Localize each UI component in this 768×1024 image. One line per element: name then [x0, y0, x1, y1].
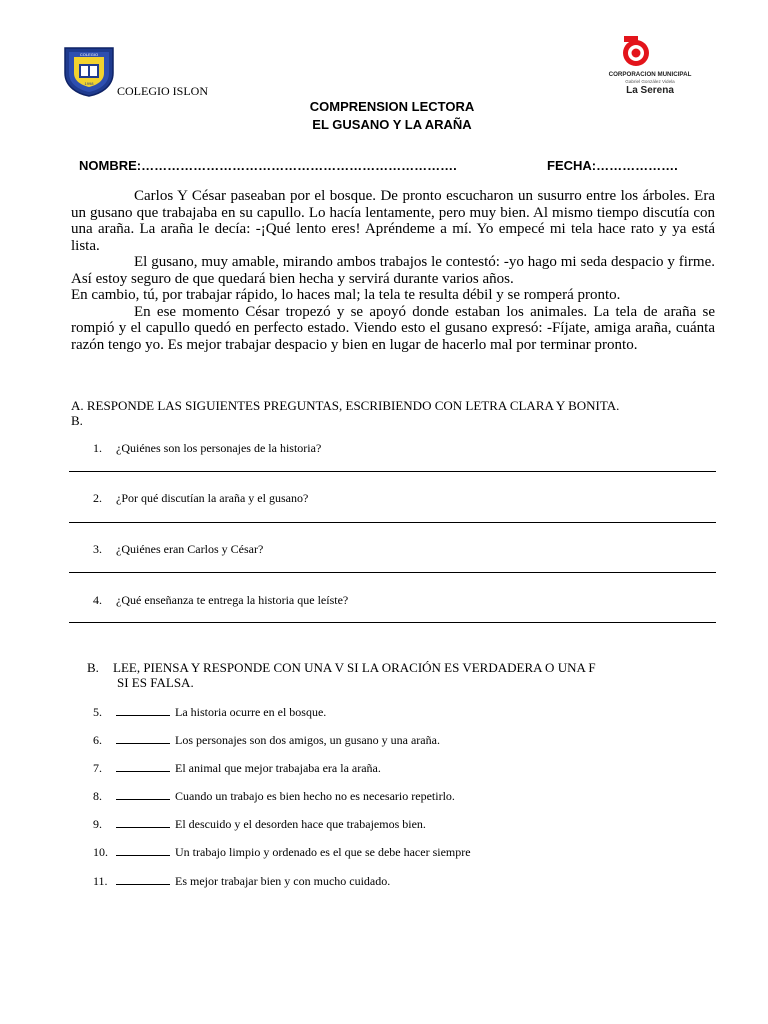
question-4	[93, 593, 348, 608]
item-number: 8.	[93, 789, 102, 803]
true-false-item-5	[93, 705, 326, 720]
story-paragraph-4: En ese momento César tropezó y se apoyó donde estaban los animales. La tela de araña se rompió y el capullo quedó en perfecto estado. Viendo esto el gusano expresó: -Fíjate, amiga araña, cuánta razón tengo yo. Es mejor trabajar despacio y bien en lugar de hacerlo mal por terminar pronto.	[71, 303, 715, 353]
question-text: ¿Quiénes eran Carlos y César?	[116, 542, 264, 556]
item-number: 6.	[93, 733, 102, 747]
question-1	[93, 441, 321, 456]
true-false-item-9	[93, 817, 426, 832]
logo-line2: Gabriel González Videla	[625, 79, 675, 84]
corporacion-municipal-logo-icon	[600, 36, 710, 98]
question-text: ¿Por qué discutían la araña y el gusano?	[116, 491, 309, 505]
answer-line-1[interactable]	[69, 471, 716, 472]
section-a-instructions	[71, 398, 719, 428]
story-paragraph-1: Carlos Y César paseaban por el bosque. De pronto escucharon un susurro entre los árboles. Era un gusano que trabajaba en su capullo. Lo hacía lentamente, pero muy bien. Al mismo tiempo discutía con una araña. La araña le decía: -¡Qué lento eres! Apréndeme a mí. Yo empecé mi tela hace rato y ya está lista.	[71, 188, 715, 254]
school-name: COLEGIO ISLON	[117, 84, 208, 98]
crest-text-top: COLEGIO	[79, 52, 99, 57]
story-paragraph-2: El gusano, muy amable, mirando ambos trabajos le contestó: -yo hago mi seda despacio y firme. Así estoy seguro de que quedará bien hecha y servirá durante varios años.	[71, 254, 715, 287]
story-text	[71, 188, 715, 353]
true-false-item-7	[93, 761, 381, 776]
question-text: ¿Quiénes son los personajes de la historia?	[116, 441, 322, 455]
answer-line-4[interactable]	[69, 622, 716, 623]
section-b-instructions	[87, 660, 707, 690]
question-3	[93, 542, 263, 557]
item-text: El descuido y el desorden hace que trabajemos bien.	[175, 817, 426, 831]
story-title: EL GUSANO Y LA ARAÑA	[312, 117, 472, 132]
nombre-field[interactable]: NOMBRE:……………………………………………………………….	[79, 158, 457, 173]
item-text: El animal que mejor trabajaba era la araña.	[175, 761, 381, 775]
item-number: 11.	[93, 874, 108, 888]
answer-line-3[interactable]	[69, 572, 716, 573]
logo-line3: La Serena	[626, 85, 674, 96]
question-text: ¿Qué enseñanza te entrega la historia que leíste?	[116, 593, 349, 607]
answer-blank[interactable]	[116, 845, 170, 856]
item-text: Los personajes son dos amigos, un gusano y una araña.	[175, 733, 440, 747]
section-b-label: B.	[87, 660, 99, 675]
item-text: Cuando un trabajo es bien hecho no es necesario repetirlo.	[175, 789, 455, 803]
section-b-text-continued: SI ES FALSA.	[117, 675, 194, 690]
question-number: 1.	[93, 441, 102, 455]
answer-blank[interactable]	[116, 761, 170, 772]
answer-line-2[interactable]	[69, 522, 716, 523]
item-text: Un trabajo limpio y ordenado es el que se debe hacer siempre	[175, 845, 471, 859]
section-a-extra-label: B.	[71, 413, 83, 428]
item-text: Es mejor trabajar bien y con mucho cuidado.	[175, 874, 391, 888]
item-number: 7.	[93, 761, 102, 775]
fecha-field[interactable]: FECHA:……………….	[547, 158, 678, 173]
true-false-item-8	[93, 789, 455, 804]
answer-blank[interactable]	[116, 789, 170, 800]
school-crest-icon	[62, 45, 116, 97]
section-a-text: A. RESPONDE LAS SIGUIENTES PREGUNTAS, ESCRIBIENDO CON LETRA CLARA Y BONITA.	[71, 398, 620, 413]
item-text: La historia ocurre en el bosque.	[175, 705, 327, 719]
question-number: 3.	[93, 542, 102, 556]
item-number: 9.	[93, 817, 102, 831]
question-number: 4.	[93, 593, 102, 607]
section-b-text: LEE, PIENSA Y RESPONDE CON UNA V SI LA ORACIÓN ES VERDADERA O UNA F	[113, 660, 596, 675]
item-number: 5.	[93, 705, 102, 719]
story-paragraph-3: En cambio, tú, por trabajar rápido, lo haces mal; la tela te resulta débil y se romperá pronto.	[71, 287, 621, 303]
answer-blank[interactable]	[116, 705, 170, 716]
true-false-item-10	[93, 845, 471, 860]
question-2	[93, 491, 308, 506]
crest-text-bottom: 1998	[84, 81, 94, 86]
question-number: 2.	[93, 491, 102, 505]
true-false-item-11	[93, 874, 390, 889]
page-title: COMPRENSION LECTORA	[309, 99, 475, 114]
answer-blank[interactable]	[116, 733, 170, 744]
item-number: 10.	[93, 845, 108, 859]
logo-line1: CORPORACION MUNICIPAL	[608, 71, 692, 78]
true-false-item-6	[93, 733, 440, 748]
answer-blank[interactable]	[116, 817, 170, 828]
answer-blank[interactable]	[116, 874, 170, 885]
